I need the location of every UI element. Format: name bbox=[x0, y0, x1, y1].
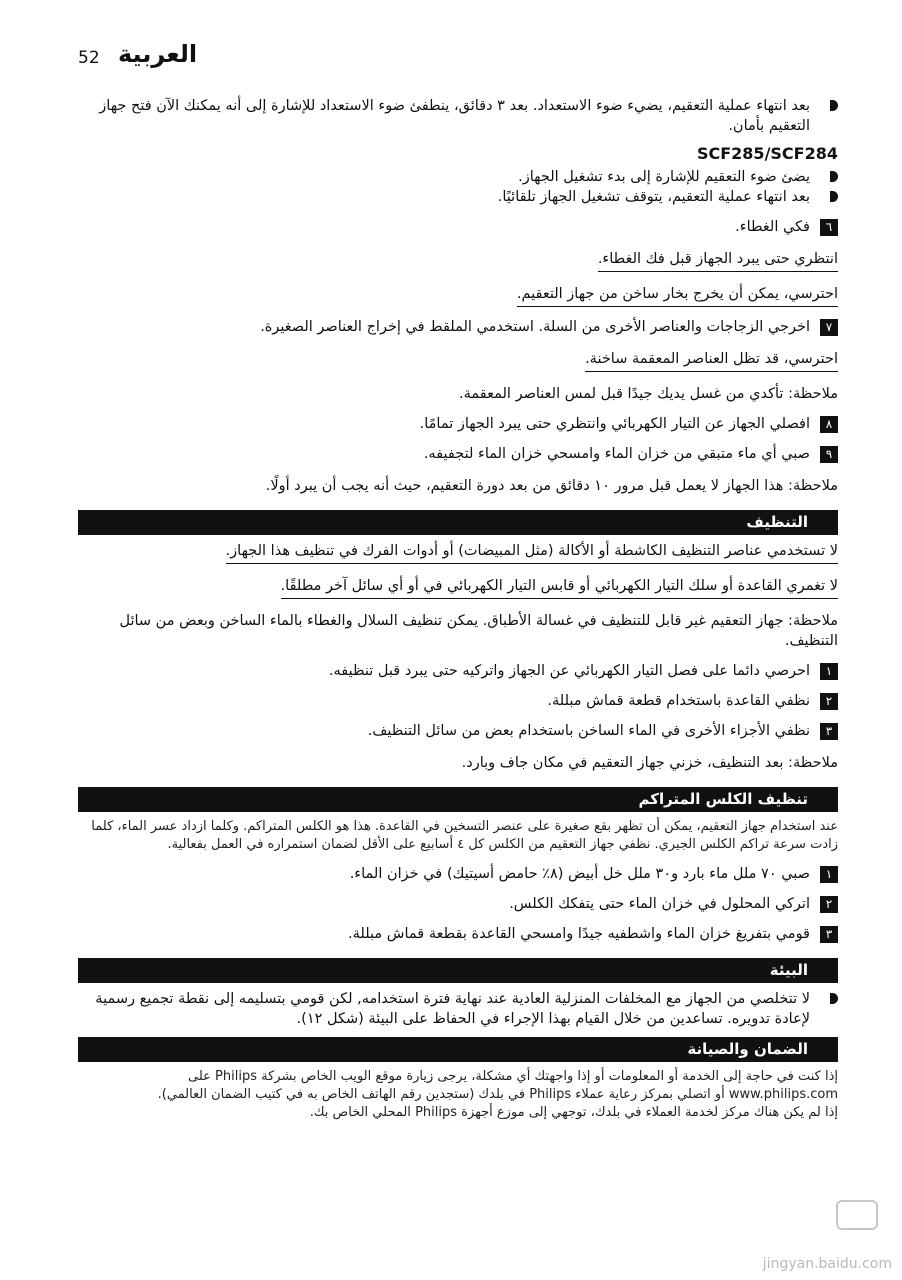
step-number: ٣ bbox=[820, 926, 838, 943]
note-text: ملاحظة: بعد التنظيف، خزني جهاز التعقيم في مكان جاف وبارد. bbox=[461, 755, 838, 771]
bullet-item bbox=[78, 187, 838, 207]
note-text: ملاحظة: تأكدي من غسل يديك جيدًا قبل لمس العناصر المعقمة. bbox=[459, 386, 838, 402]
step-text: صبي أي ماء متبقي من خزان الماء وامسحي خزان الماء لتجفيفه. bbox=[423, 446, 810, 462]
section-descaling-title: تنظيف الكلس المتراكم bbox=[78, 787, 838, 812]
step-number: ٣ bbox=[820, 723, 838, 740]
step-text: اتركي المحلول في خزان الماء حتى يتفكك الكلس. bbox=[509, 896, 810, 912]
step-6 bbox=[78, 217, 838, 237]
step-number: ٧ bbox=[820, 319, 838, 336]
bullet-item bbox=[78, 989, 838, 1029]
warning-text: لا تستخدمي عناصر التنظيف الكاشطة أو الأكالة (مثل المبيضات) أو أدوات الفرك في تنظيف هذا الجهاز. bbox=[226, 541, 838, 564]
step-text: صبي ٧٠ ملل ماء بارد و٣٠ ملل خل أبيض (٨٪ حامض أسيتيك) في خزان الماء. bbox=[349, 866, 810, 882]
cleaning-step-3 bbox=[78, 721, 838, 741]
warranty-text: إذا لم يكن هناك مركز لخدمة العملاء في بلدك، توجهي إلى موزع أجهزة Philips المحلي الخاص بك. bbox=[309, 1105, 838, 1120]
bullet-text: لا تتخلصي من الجهاز مع المخلفات المنزلية العادية عند نهاية فترة استخدامه, لكن قومي بتسليمه إلى نقطة تجميع رسمية لإعادة تدويره. تساعدين من خلال القيام بهذا الإجراء في الحفاظ على البيئة (شكل ١٢). bbox=[95, 991, 810, 1027]
step-number: ١ bbox=[820, 663, 838, 680]
step-text: فكي الغطاء. bbox=[735, 219, 810, 235]
step-number: ٢ bbox=[820, 896, 838, 913]
model-heading: SCF285/SCF284 bbox=[696, 144, 838, 163]
bullet-item bbox=[78, 167, 838, 187]
warning-text: احترسي، قد تظل العناصر المعقمة ساخنة. bbox=[585, 349, 838, 372]
note-text: ملاحظة: جهاز التعقيم غير قابل للتنظيف في غسالة الأطباق. يمكن تنظيف السلال والغطاء بالماء الساخن وبعض من سائل التنظيف. bbox=[119, 613, 838, 649]
page-number: 52 bbox=[78, 48, 100, 68]
bullet-icon bbox=[830, 993, 838, 1004]
page-header bbox=[78, 40, 838, 80]
warning-text: لا تغمري القاعدة أو سلك التيار الكهربائي أو قابس التيار الكهربائي في أو أي سائل آخر مطلقًا. bbox=[281, 576, 838, 599]
descaling-step-3 bbox=[78, 924, 838, 944]
step-9 bbox=[78, 444, 838, 464]
step-text: قومي بتفريغ خزان الماء واشطفيه جيدًا وامسحي القاعدة بقطعة قماش مبللة. bbox=[348, 926, 810, 942]
section-warranty-title: الضمان والصيانة bbox=[78, 1037, 838, 1062]
bullet-text: بعد انتهاء عملية التعقيم، يتوقف تشغيل الجهاز تلقائيًا. bbox=[497, 189, 810, 205]
language-title: العربية bbox=[118, 40, 198, 68]
bullet-icon bbox=[830, 100, 838, 111]
descaling-step-1 bbox=[78, 864, 838, 884]
warning-text: انتظري حتى يبرد الجهاز قبل فك الغطاء. bbox=[598, 249, 838, 272]
warning-text: احترسي، يمكن أن يخرج بخار ساخن من جهاز التعقيم. bbox=[517, 284, 838, 307]
warranty-text: إذا كنت في حاجة إلى الخدمة أو المعلومات أو إذا واجهتك أي مشكلة، يرجى زيارة موقع الويب الخاص بشركة Philips على www.philips.com أو اتصلي بمركز رعاية عملاء Philips في بلدك (ستجدين رقم الهاتف الخاص به في كتيب الضمان العالمي). bbox=[157, 1069, 838, 1102]
descaling-intro: عند استخدام جهاز التعقيم، يمكن أن تظهر بقع صغيرة على عنصر التسخين في القاعدة. هذا هو الكلس المتراكم. وكلما ازداد عسر الماء، كلما زادت سرعة تراكم الكلس الجيري. نظفي جهاز التعقيم من الكلس كل ٤ أسابيع على الأقل لضمان استمراره في العمل بفعالية. bbox=[91, 819, 838, 852]
bullet-icon bbox=[830, 191, 838, 202]
step-7 bbox=[78, 317, 838, 337]
bullet-item bbox=[78, 96, 838, 136]
step-text: نظفي القاعدة باستخدام قطعة قماش مبللة. bbox=[547, 693, 810, 709]
page-content bbox=[78, 96, 838, 1122]
section-cleaning-title: التنظيف bbox=[78, 510, 838, 535]
step-text: افصلي الجهاز عن التيار الكهربائي وانتظري حتى يبرد الجهاز تمامًا. bbox=[419, 416, 810, 432]
step-number: ٩ bbox=[820, 446, 838, 463]
step-number: ١ bbox=[820, 866, 838, 883]
step-text: اخرجي الزجاجات والعناصر الأخرى من السلة. استخدمي الملقط في إخراج العناصر الصغيرة. bbox=[260, 319, 810, 335]
step-text: احرصي دائما على فصل التيار الكهربائي عن الجهاز واتركيه حتى يبرد قبل تنظيفه. bbox=[328, 663, 810, 679]
step-text: نظفي الأجزاء الأخرى في الماء الساخن باستخدام بعض من سائل التنظيف. bbox=[367, 723, 810, 739]
bullet-icon bbox=[830, 171, 838, 182]
note-text: ملاحظة: هذا الجهاز لا يعمل قبل مرور ١٠ دقائق من بعد دورة التعقيم، حيث أنه يجب أن يبرد أولًا. bbox=[265, 478, 838, 494]
cleaning-step-1 bbox=[78, 661, 838, 681]
step-8 bbox=[78, 414, 838, 434]
step-number: ٨ bbox=[820, 416, 838, 433]
bullet-text: بعد انتهاء عملية التعقيم، يضيء ضوء الاستعداد. بعد ٣ دقائق، ينطفئ ضوء الاستعداد للإشارة إلى أنه يمكنك الآن فتح جهاز التعقيم بأمان. bbox=[99, 98, 810, 134]
cleaning-step-2 bbox=[78, 691, 838, 711]
bullet-text: يضئ ضوء التعقيم للإشارة إلى بدء تشغيل الجهاز. bbox=[518, 169, 810, 185]
descaling-step-2 bbox=[78, 894, 838, 914]
watermark-logo-icon bbox=[836, 1200, 878, 1230]
section-environment-title: البيئة bbox=[78, 958, 838, 983]
step-number: ٢ bbox=[820, 693, 838, 710]
step-number: ٦ bbox=[820, 219, 838, 236]
watermark: jingyan.baidu.com bbox=[762, 1256, 892, 1272]
